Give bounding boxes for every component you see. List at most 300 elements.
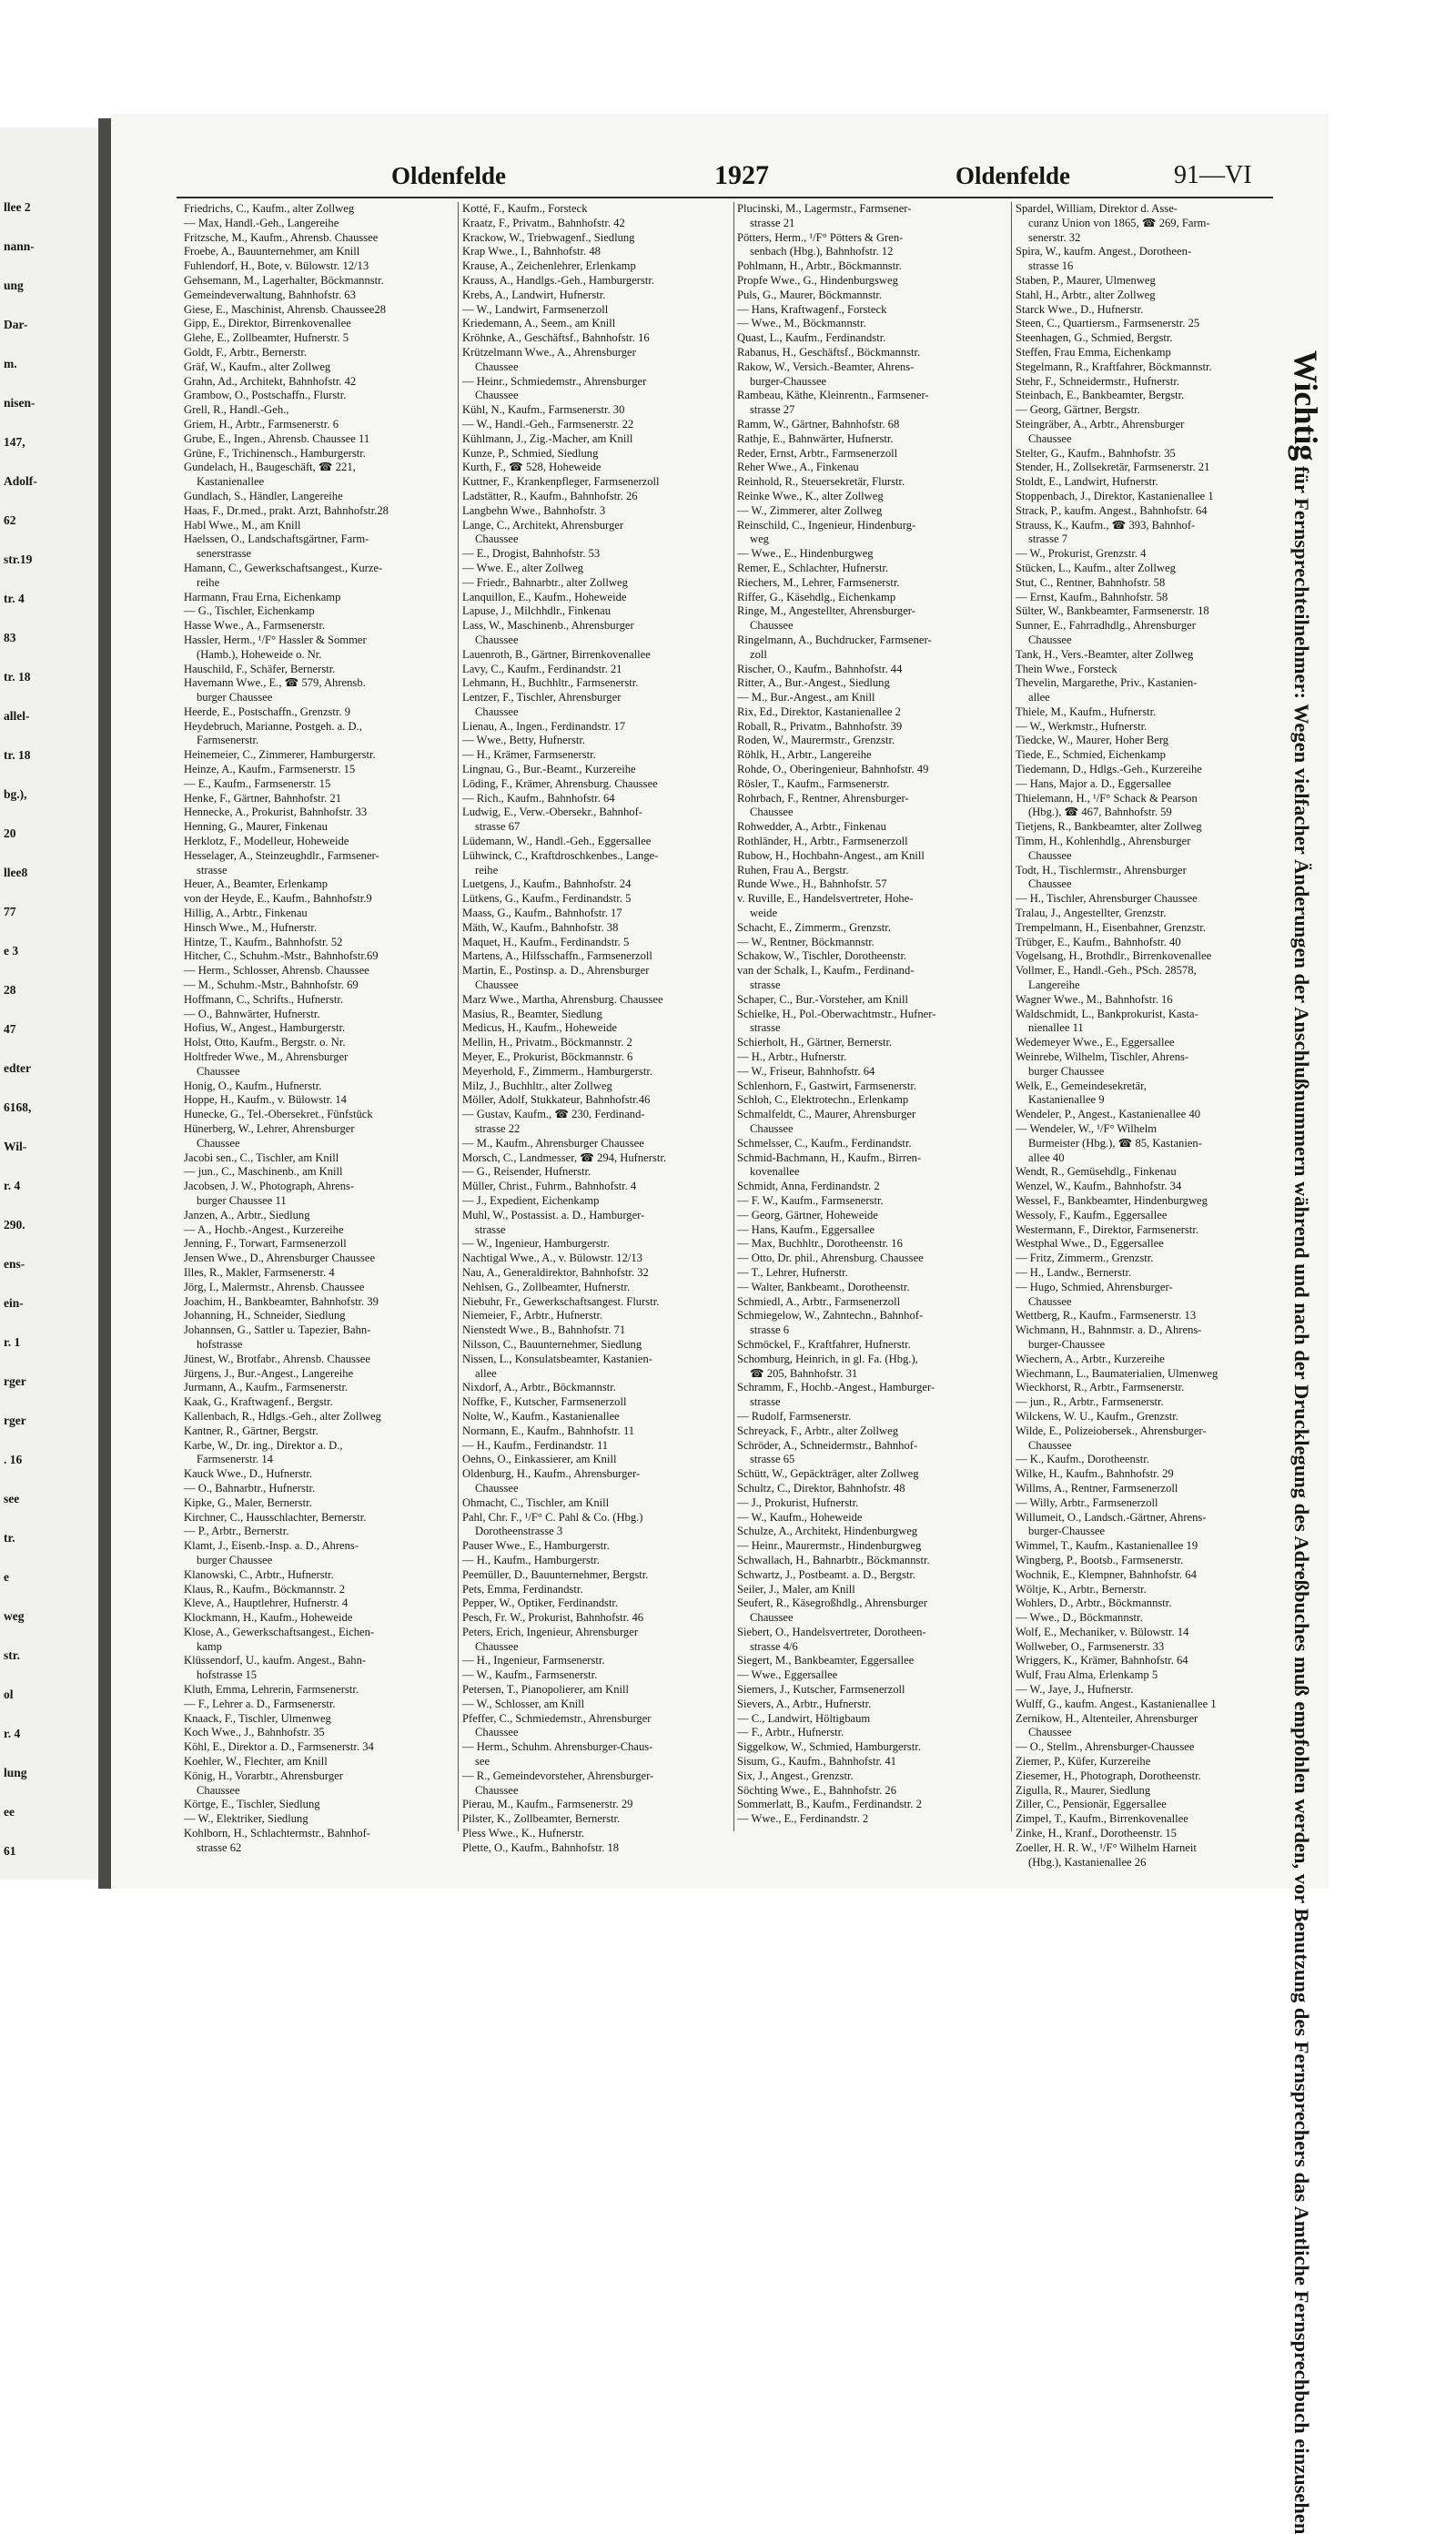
directory-entry: Jürgens, J., Bur.-Angest., Langereihe (184, 1366, 354, 1380)
directory-entry: Strack, P., kaufm. Angest., Bahnhofstr. 64 (1016, 503, 1208, 517)
directory-entry: Ziemer, P., Küfer, Kurzereihe (1016, 1755, 1151, 1769)
directory-entry: — Hans, Kraftwagenf., Forsteck (737, 302, 887, 316)
entry-continuation: allee (1028, 691, 1050, 704)
directory-entry: Pets, Emma, Ferdinandstr. (462, 1582, 583, 1596)
directory-entry: — F., Lehrer a. D., Farmsenerstr. (184, 1697, 336, 1710)
directory-entry: Krackow, W., Triebwagenf., Siedlung (462, 230, 635, 244)
directory-entry: Wohlers, D., Arbtr., Böckmannstr. (1016, 1596, 1172, 1610)
directory-entry: — H., Landw., Bernerstr. (1016, 1265, 1132, 1279)
previous-page-fragment: ens- (4, 1257, 25, 1271)
directory-entry: Runde Wwe., H., Bahnhofstr. 57 (737, 877, 887, 891)
entry-continuation: Chaussee (1028, 633, 1072, 646)
directory-entry: Hoppe, H., Kaufm., v. Bülowstr. 14 (184, 1093, 347, 1107)
directory-entry: Kluth, Emma, Lehrerin, Farmsenerstr. (184, 1683, 359, 1697)
directory-entry: Starck Wwe., D., Hufnerstr. (1016, 302, 1144, 316)
previous-page-fragment: see (4, 1492, 20, 1505)
directory-entry: Weinrebe, Wilhelm, Tischler, Ahrens- (1016, 1050, 1189, 1064)
previous-page-edge (0, 127, 98, 1880)
directory-entry: Holst, Otto, Kaufm., Bergstr. o. Nr. (184, 1036, 346, 1049)
directory-entry: Martens, A., Hilfsschaffn., Farmsenerzoll (462, 949, 652, 963)
directory-entry: Meyer, E., Prokurist, Böckmannstr. 6 (462, 1050, 633, 1064)
directory-entry: Lapuse, J., Milchhdlr., Finkenau (462, 604, 611, 618)
directory-entry: Steinbach, E., Bankbeamter, Bergstr. (1016, 389, 1185, 402)
entry-continuation: burger Chaussee 11 (197, 1193, 287, 1207)
directory-entry: — Walter, Bankbeamt., Dorotheenstr. (737, 1280, 910, 1293)
directory-entry: Wulf, Frau Alma, Erlenkamp 5 (1016, 1668, 1158, 1682)
previous-page-fragment: bg.), (4, 787, 27, 801)
previous-page-fragment: tr. 18 (4, 748, 31, 762)
directory-entry: Kühl, N., Kaufm., Farmsenerstr. 30 (462, 403, 625, 417)
directory-entry: Langbehn Wwe., Bahnhofstr. 3 (462, 503, 606, 517)
directory-entry: Thiele, M., Kaufm., Hufnerstr. (1016, 704, 1157, 718)
directory-entry: — R., Gemeindevorsteher, Ahrensburger- (462, 1769, 654, 1782)
entry-continuation: Langereihe (1028, 978, 1080, 992)
directory-entry: — W., Prokurist, Grenzstr. 4 (1016, 547, 1147, 561)
directory-entry: Steingräber, A., Arbtr., Ahrensburger (1016, 417, 1185, 431)
directory-entry: Lütkens, G., Kaufm., Ferdinandstr. 5 (462, 892, 632, 906)
book-gutter (98, 118, 111, 1889)
directory-column-2 (462, 202, 732, 1854)
directory-entry: Rösler, T., Kaufm., Farmsenerstr. (737, 776, 890, 790)
directory-entry: Schütt, W., Gepäckträger, alter Zollweg (737, 1467, 919, 1481)
directory-entry: — F. W., Kaufm., Farmsenerstr. (737, 1193, 884, 1207)
directory-entry: Tralau, J., Angestellter, Grenzstr. (1016, 907, 1167, 920)
directory-entry: Glehe, E., Zollbeamter, Hufnerstr. 5 (184, 331, 349, 345)
entry-continuation: (Hbg.), ☎ 467, Bahnhofstr. 59 (1028, 806, 1172, 819)
directory-entry: Henke, F., Gärtner, Bahnhofstr. 21 (184, 791, 342, 805)
directory-entry: Karbe, W., Dr. ing., Direktor a. D., (184, 1438, 343, 1452)
directory-entry: Luetgens, J., Kaufm., Bahnhofstr. 24 (462, 877, 632, 891)
directory-entry: Riffer, G., Käsehdlg., Eichenkamp (737, 590, 896, 603)
entry-continuation: reihe (475, 863, 499, 877)
directory-entry: Wingberg, P., Bootsb., Farmsenerstr. (1016, 1553, 1184, 1566)
entry-continuation: strasse 6 (750, 1323, 790, 1337)
directory-entry: Normann, E., Kaufm., Bahnhofstr. 11 (462, 1424, 635, 1437)
directory-entry: — Herm., Schuhm. Ahrensburger-Chaus- (462, 1740, 653, 1754)
entry-continuation: Farmsenerstr. 14 (197, 1453, 273, 1466)
entry-continuation: strasse (750, 1395, 781, 1409)
directory-entry: Jacobsen, J. W., Photograph, Ahrens- (184, 1180, 355, 1193)
directory-entry: Noffke, F., Kutscher, Farmsenerzoll (462, 1395, 627, 1409)
header-place-right: Oldenfelde (956, 162, 1070, 189)
directory-entry: — M., Bur.-Angest., am Knill (737, 691, 875, 704)
directory-entry: Nilsson, C., Bauunternehmer, Siedlung (462, 1337, 642, 1351)
directory-entry: Sisum, G., Kaufm., Bahnhofstr. 41 (737, 1755, 896, 1769)
directory-entry: — Georg, Gärtner, Bergstr. (1016, 403, 1140, 417)
directory-entry: Lüdemann, W., Handl.-Geh., Eggersallee (462, 835, 652, 848)
entry-continuation: Chaussee (475, 532, 519, 546)
directory-entry: Jensen Wwe., D., Ahrensburger Chaussee (184, 1252, 376, 1265)
directory-entry: Stoppenbach, J., Direktor, Kastanienallee 1 (1016, 489, 1214, 502)
previous-page-fragment: Dar- (4, 318, 28, 331)
directory-entry: Wilckens, W. U., Kaufm., Grenzstr. (1016, 1409, 1178, 1423)
directory-entry: Haelssen, O., Landschaftsgärtner, Farm- (184, 532, 369, 546)
directory-entry: Kauck Wwe., D., Hufnerstr. (184, 1467, 313, 1481)
directory-entry: Maass, G., Kaufm., Bahnhofstr. 17 (462, 907, 622, 920)
directory-entry: — A., Hochb.-Angest., Kurzereihe (184, 1222, 344, 1236)
directory-entry: Rakow, W., Versich.-Beamter, Ahrens- (737, 360, 915, 373)
directory-entry: Pepper, W., Optiker, Ferdinandstr. (462, 1596, 619, 1610)
directory-entry: Six, J., Angest., Grenzstr. (737, 1769, 854, 1782)
previous-page-fragment: 61 (4, 1844, 16, 1858)
directory-entry: — W., Werkmstr., Hufnerstr. (1016, 719, 1148, 733)
directory-entry: Hunecke, G., Tel.-Obersekret., Fünfstück (184, 1108, 373, 1121)
directory-entry: Reher Wwe., A., Finkenau (737, 461, 859, 474)
directory-entry: Hauschild, F., Schäfer, Bernerstr. (184, 662, 336, 675)
directory-entry: Lanquillon, E., Kaufm., Hoheweide (462, 590, 627, 603)
directory-entry: — Heinr., Schmiedemstr., Ahrensburger (462, 374, 647, 388)
directory-entry: Remer, E., Schlachter, Hufnerstr. (737, 561, 889, 574)
previous-page-fragment: rger (4, 1414, 26, 1427)
directory-entry: Nolte, W., Kaufm., Kastanienallee (462, 1409, 620, 1423)
directory-entry: v. Ruville, E., Handelsvertreter, Hohe- (737, 892, 914, 906)
directory-entry: Röhlk, H., Arbtr., Langereihe (737, 748, 872, 762)
directory-column-4 (1016, 202, 1285, 1869)
directory-entry: Stut, C., Rentner, Bahnhofstr. 58 (1016, 575, 1166, 589)
directory-entry: Steffen, Frau Emma, Eichenkamp (1016, 345, 1171, 359)
directory-entry: — Wwe., M., Böckmannstr. (737, 317, 866, 330)
entry-continuation: burger Chaussee (197, 1553, 273, 1566)
previous-page-fragment: r. 4 (4, 1179, 21, 1192)
directory-entry: Stücken, L., Kaufm., alter Zollweg (1016, 561, 1176, 574)
directory-entry: Janzen, A., Arbtr., Siedlung (184, 1208, 310, 1221)
directory-entry: Köhl, E., Direktor a. D., Farmsenerstr. 34 (184, 1740, 374, 1754)
directory-entry: Gundelach, H., Baugeschäft, ☎ 221, (184, 461, 356, 474)
directory-entry: — W., Zimmerer, alter Zollweg (737, 503, 883, 517)
directory-entry: Lentzer, F., Tischler, Ahrensburger (462, 691, 622, 704)
directory-entry: Havemann Wwe., E., ☎ 579, Ahrensb. (184, 676, 366, 690)
previous-page-fragment: ung (4, 279, 24, 292)
directory-entry: van der Schalk, I., Kaufm., Ferdinand- (737, 964, 915, 978)
entry-continuation: senbach (Hbg.), Bahnhofstr. 12 (750, 245, 894, 258)
directory-entry: Peemüller, D., Bauunternehmer, Bergstr. (462, 1567, 649, 1581)
directory-entry: Schacht, E., Zimmerm., Grenzstr. (737, 920, 891, 934)
entry-continuation: zoll (750, 647, 767, 661)
previous-page-fragment: . 16 (4, 1453, 23, 1466)
entry-continuation: senerstrasse (197, 547, 252, 561)
entry-continuation: weide (750, 907, 778, 920)
previous-page-fragment: 290. (4, 1218, 25, 1232)
directory-entry: Seiler, J., Maler, am Knill (737, 1582, 855, 1596)
directory-entry: Krebs, A., Landwirt, Hufnerstr. (462, 288, 606, 301)
directory-entry: von der Heyde, E., Kaufm., Bahnhofstr.9 (184, 892, 372, 906)
directory-entry: Heydebruch, Marianne, Postgeh. a. D., (184, 719, 362, 733)
previous-page-fragment: r. 4 (4, 1727, 21, 1740)
directory-entry: Jünest, W., Brotfabr., Ahrensb. Chaussee (184, 1352, 370, 1365)
entry-continuation: Burmeister (Hbg.), ☎ 85, Kastanien- (1028, 1136, 1202, 1150)
previous-page-fragment: 20 (4, 826, 16, 840)
directory-entry: Klockmann, H., Kaufm., Hoheweide (184, 1611, 353, 1625)
directory-entry: Jurmann, A., Kaufm., Farmsenerstr. (184, 1381, 349, 1394)
directory-entry: — Gustav, Kaufm., ☎ 230, Ferdinand- (462, 1108, 645, 1121)
directory-entry: Reinke Wwe., K., alter Zollweg (737, 489, 884, 502)
directory-entry: Trübger, E., Kaufm., Bahnhofstr. 40 (1016, 935, 1181, 948)
directory-entry: Maquet, H., Kaufm., Ferdinandstr. 5 (462, 935, 630, 948)
directory-entry: Herklotz, F., Modelleur, Hoheweide (184, 835, 349, 848)
directory-entry: Hofius, W., Angest., Hamburgerstr. (184, 1021, 346, 1035)
directory-entry: Sülter, W., Bankbeamter, Farmsenerstr. 18 (1016, 604, 1209, 618)
entry-continuation: kovenallee (750, 1165, 800, 1179)
directory-entry: — Wwe. E., alter Zollweg (462, 561, 584, 574)
directory-entry: — W., Jaye, J., Hufnerstr. (1016, 1683, 1134, 1697)
directory-entry: Wieckhorst, R., Arbtr., Farmsenerstr. (1016, 1381, 1185, 1394)
directory-entry: Grambow, O., Postschaffn., Flurstr. (184, 389, 347, 402)
directory-entry: Mäth, W., Kaufm., Bahnhofstr. 38 (462, 920, 619, 934)
directory-entry: Friedrichs, C., Kaufm., alter Zollweg (184, 202, 355, 215)
directory-entry: Schwallach, H., Bahnarbtr., Böckmannstr. (737, 1553, 930, 1566)
directory-entry: Joachim, H., Bankbeamter, Bahnhofstr. 39 (184, 1294, 379, 1308)
directory-entry: Riechers, M., Lehrer, Farmsenerstr. (737, 575, 900, 589)
directory-entry: Zigulla, R., Maurer, Siedlung (1016, 1783, 1151, 1797)
directory-entry: Pless Wwe., K., Hufnerstr. (462, 1827, 585, 1840)
directory-entry: Lange, C., Architekt, Ahrensburger (462, 518, 624, 532)
directory-entry: Kriedemann, A., Seem., am Knill (462, 317, 616, 330)
entry-continuation: burger Chaussee (197, 691, 273, 704)
directory-entry: Tiedemann, D., Hdlgs.-Geh., Kurzereihe (1016, 763, 1202, 776)
directory-entry: Müller, Christ., Fuhrm., Bahnhofstr. 4 (462, 1180, 637, 1193)
directory-entry: Schaper, C., Bur.-Vorsteher, am Knill (737, 992, 908, 1006)
directory-entry: — W., Kaufm., Hoheweide (737, 1510, 863, 1524)
directory-entry: Siebert, O., Handelsvertreter, Dorotheen- (737, 1625, 926, 1638)
directory-entry: Rohwedder, A., Arbtr., Finkenau (737, 820, 886, 834)
directory-entry: Söchting Wwe., E., Bahnhofstr. 26 (737, 1783, 897, 1797)
directory-entry: Schielke, H., Pol.-Oberwachtmstr., Hufner- (737, 1007, 936, 1020)
entry-continuation: Chaussee (1028, 1438, 1072, 1452)
directory-entry: Wiechmann, L., Baumaterialien, Ulmenweg (1016, 1366, 1218, 1380)
directory-entry: Staben, P., Maurer, Ulmenweg (1016, 273, 1156, 287)
directory-entry: Schakow, W., Tischler, Dorotheenstr. (737, 949, 907, 963)
directory-entry: Siemers, J., Kutscher, Farmsenerzoll (737, 1683, 905, 1697)
directory-entry: Grahn, Ad., Architekt, Bahnhofstr. 42 (184, 374, 357, 388)
directory-entry: Roball, R., Privatm., Bahnhofstr. 39 (737, 719, 903, 733)
directory-entry: — E., Drogist, Bahnhofstr. 53 (462, 547, 601, 561)
directory-entry: Johanning, H., Schneider, Siedlung (184, 1309, 346, 1323)
directory-entry: Schmid-Bachmann, H., Kaufm., Birren- (737, 1150, 922, 1164)
directory-entry: Schmidt, Anna, Ferdinandstr. 2 (737, 1180, 880, 1193)
side-notice-text-block (1288, 350, 1324, 2534)
directory-entry: Stahl, H., Arbtr., alter Zollweg (1016, 288, 1156, 301)
directory-entry: Schmalfeldt, C., Maurer, Ahrensburger (737, 1108, 916, 1121)
directory-entry: Tietjens, R., Bankbeamter, alter Zollweg (1016, 820, 1202, 834)
directory-entry: Kröhnke, A., Geschäftsf., Bahnhofstr. 16 (462, 331, 650, 345)
directory-entry: Lühwinck, C., Kraftdroschkenbes., Lange- (462, 848, 659, 862)
directory-entry: Tiede, E., Schmied, Eichenkamp (1016, 748, 1166, 762)
entry-continuation: strasse 67 (475, 820, 521, 834)
directory-entry: Spira, W., kaufm. Angest., Dorotheen- (1016, 245, 1192, 258)
directory-entry: Oldenburg, H., Kaufm., Ahrensburger- (462, 1467, 641, 1481)
directory-entry: Strauss, K., Kaufm., ☎ 393, Bahnhof- (1016, 518, 1196, 532)
directory-entry: Grell, R., Handl.-Geh., (184, 403, 289, 417)
directory-entry: Kohlborn, H., Schlachtermstr., Bahnhof- (184, 1827, 370, 1840)
directory-entry: — K., Kaufm., Dorotheenstr. (1016, 1453, 1149, 1466)
directory-entry: — J., Prokurist, Hufnerstr. (737, 1495, 859, 1509)
directory-entry: Willumeit, O., Landsch.-Gärtner, Ahrens- (1016, 1510, 1207, 1524)
directory-entry: — C., Landwirt, Höltigbaum (737, 1711, 871, 1725)
directory-entry: Todt, H., Tischlermstr., Ahrensburger (1016, 863, 1187, 877)
directory-entry: Niebuhr, Fr., Gewerkschaftsangest. Flurstr. (462, 1294, 660, 1308)
directory-entry: Wendeler, P., Angest., Kastanienallee 40 (1016, 1108, 1201, 1121)
directory-entry: — H., Ingenieur, Farmsenerstr. (462, 1654, 605, 1667)
entry-continuation: burger-Chaussee (1028, 1337, 1106, 1351)
directory-entry: Schulze, A., Architekt, Hindenburgweg (737, 1525, 918, 1538)
directory-entry: Stegelmann, R., Kraftfahrer, Böckmannstr. (1016, 360, 1212, 373)
directory-entry: — Hans, Major a. D., Eggersallee (1016, 776, 1172, 790)
directory-entry: — W., Rentner, Böckmannstr. (737, 935, 875, 948)
directory-entry: Rubow, H., Hochbahn-Angest., am Knill (737, 848, 925, 862)
directory-entry: Heinze, A., Kaufm., Farmsenerstr. 15 (184, 763, 356, 776)
previous-page-fragment: str.19 (4, 552, 33, 566)
directory-entry: Illes, R., Makler, Farmsenerstr. 4 (184, 1265, 335, 1279)
entry-continuation: Chaussee (1028, 431, 1072, 445)
directory-entry: Nixdorf, A., Arbtr., Böckmannstr. (462, 1381, 616, 1394)
previous-page-fragment: 83 (4, 631, 16, 644)
directory-entry: Hesselager, A., Steinzeughdlr., Farmsener- (184, 848, 379, 862)
previous-page-fragment: str. (4, 1648, 20, 1662)
directory-entry: Hillig, A., Arbtr., Finkenau (184, 907, 308, 920)
directory-entry: Ringe, M., Angestellter, Ahrensburger- (737, 604, 915, 618)
entry-continuation: allee (475, 1366, 497, 1380)
entry-continuation: strasse 21 (750, 216, 795, 229)
directory-entry: Pötters, Herm., ¹/F° Pötters & Gren- (737, 230, 904, 244)
directory-entry: Wessoly, F., Kaufm., Eggersallee (1016, 1208, 1168, 1221)
entry-continuation: Chaussee (475, 389, 519, 402)
directory-entry: Löding, F., Krämer, Ahrensburg. Chaussee (462, 776, 658, 790)
directory-entry: Medicus, H., Kaufm., Hoheweide (462, 1021, 617, 1035)
directory-entry: Koehler, W., Flechter, am Knill (184, 1755, 328, 1769)
directory-entry: Klaus, R., Kaufm., Böckmannstr. 2 (184, 1582, 345, 1596)
directory-entry: — Heinr., Maurermstr., Hindenburgweg (737, 1539, 922, 1553)
header-place-left: Oldenfelde (391, 162, 506, 189)
directory-entry: — Rudolf, Farmsenerstr. (737, 1409, 852, 1423)
directory-entry: — Herm., Schlosser, Ahrensb. Chaussee (184, 964, 369, 978)
directory-entry: Rambeau, Käthe, Kleinrentn., Farmsener- (737, 389, 929, 402)
directory-entry: Grube, E., Ingen., Ahrensb. Chaussee 11 (184, 431, 370, 445)
directory-entry: Pfeffer, C., Schmiedemstr., Ahrensburger (462, 1711, 652, 1725)
entry-continuation: Chaussee (197, 1064, 240, 1078)
entry-continuation: Chaussee (750, 1122, 794, 1135)
entry-continuation: burger Chaussee (1028, 1064, 1105, 1078)
directory-entry: Grüne, F., Trichinensch., Hamburgerstr. (184, 446, 366, 460)
directory-entry: Reinhold, R., Steuersekretär, Flurstr. (737, 475, 905, 489)
entry-continuation: Chaussee (1028, 848, 1072, 862)
directory-entry: — jun., R., Arbtr., Farmsenerstr. (1016, 1395, 1164, 1409)
previous-page-fragment: ein- (4, 1296, 24, 1310)
column-divider (458, 202, 459, 1831)
directory-entry: Jörg, I., Malermstr., Ahrensb. Chaussee (184, 1280, 365, 1293)
directory-entry: Welk, E., Gemeindesekretär, (1016, 1079, 1147, 1092)
entry-continuation: Chaussee (475, 1783, 519, 1797)
directory-entry: Hitcher, C., Schuhm.-Mstr., Bahnhofstr.69 (184, 949, 379, 963)
directory-entry: Körtge, E., Tischler, Siedlung (184, 1798, 320, 1811)
directory-entry: — Rich., Kaufm., Bahnhofstr. 64 (462, 791, 615, 805)
directory-entry: — O., Bahnarbtr., Hufnerstr. (184, 1481, 316, 1495)
directory-entry: Hasse Wwe., A., Farmsenerstr. (184, 619, 326, 633)
directory-entry: Schmiegelow, W., Zahntechn., Bahnhof- (737, 1309, 924, 1323)
directory-entry: — H., Krämer, Farmsenerstr. (462, 748, 596, 762)
directory-entry: — Wwe., E., Ferdinandstr. 2 (737, 1812, 869, 1826)
directory-entry: Rabanus, H., Geschäftsf., Böckmannstr. (737, 345, 921, 359)
previous-page-fragment: tr. (4, 1531, 15, 1545)
directory-entry: Honig, O., Kaufm., Hufnerstr. (184, 1079, 322, 1092)
directory-entry: Kallenbach, R., Hdlgs.-Geh., alter Zollweg (184, 1409, 381, 1423)
entry-continuation: strasse (197, 863, 228, 877)
directory-entry: Kantner, R., Gärtner, Bergstr. (184, 1424, 318, 1437)
directory-entry: Masius, R., Beamter, Siedlung (462, 1007, 602, 1020)
entry-continuation: senerstr. 32 (1028, 230, 1081, 244)
directory-entry: Martin, E., Postinsp. a. D., Ahrensburger (462, 964, 650, 978)
directory-entry: Nau, A., Generaldirektor, Bahnhofstr. 32 (462, 1265, 649, 1279)
directory-entry: Ritter, A., Bur.-Angest., Siedlung (737, 676, 890, 690)
directory-entry: Kaak, G., Kraftwagenf., Bergstr. (184, 1395, 333, 1409)
entry-continuation: Chaussee (475, 704, 519, 718)
directory-entry: Meyerhold, F., Zimmerm., Hamburgerstr. (462, 1064, 652, 1078)
entry-continuation: strasse (750, 1021, 781, 1035)
directory-entry: Heinemeier, C., Zimmerer, Hamburgerstr. (184, 748, 376, 762)
directory-entry: Wagner Wwe., M., Bahnhofstr. 16 (1016, 992, 1173, 1006)
directory-entry: Thielemann, H., ¹/F° Schack & Pearson (1016, 791, 1198, 805)
directory-entry: Pohlmann, H., Arbtr., Böckmannstr. (737, 259, 902, 273)
directory-entry: — M., Schuhm.-Mstr., Bahnhofstr. 69 (184, 978, 359, 992)
directory-entry: Lienau, A., Ingen., Ferdinandstr. 17 (462, 719, 626, 733)
directory-entry: Milz, J., Buchhltr., alter Zollweg (462, 1079, 612, 1092)
directory-entry: Vogelsang, H., Brothdlr., Birrenkovenallee (1016, 949, 1212, 963)
directory-entry: Tank, H., Vers.-Beamter, alter Zollweg (1016, 647, 1194, 661)
previous-page-fragment: 47 (4, 1022, 16, 1036)
directory-entry: — Friedr., Bahnarbtr., alter Zollweg (462, 575, 628, 589)
entry-continuation: Chaussee (475, 360, 519, 373)
page-header (391, 160, 1283, 197)
directory-entry: Zimpel, T., Kaufm., Birrenkovenallee (1016, 1812, 1188, 1826)
directory-entry: Fuhlendorf, H., Bote, v. Bülowstr. 12/13 (184, 259, 369, 273)
directory-entry: Fritzsche, M., Kaufm., Ahrensb. Chaussee (184, 230, 379, 244)
directory-entry: Froebe, A., Bauunternehmer, am Knill (184, 245, 360, 258)
directory-entry: Harmann, Frau Erna, Eichenkamp (184, 590, 341, 603)
directory-entry: Pilster, K., Zollbeamter, Bernerstr. (462, 1812, 621, 1826)
directory-entry: Möller, Adolf, Stukkateur, Bahnhofstr.46 (462, 1093, 651, 1107)
directory-entry: Peters, Erich, Ingenieur, Ahrensburger (462, 1625, 639, 1638)
directory-entry: Steen, C., Quartiersm., Farmsenerstr. 25 (1016, 317, 1200, 330)
directory-entry: Wendt, R., Gemüsehdlg., Finkenau (1016, 1165, 1177, 1179)
directory-entry: Nissen, L., Konsulatsbeamter, Kastanien- (462, 1352, 652, 1365)
directory-entry: — Wwe., E., Hindenburgweg (737, 547, 874, 561)
directory-entry: Rathje, E., Bahnwärter, Hufnerstr. (737, 431, 894, 445)
entry-continuation: curanz Union von 1865, ☎ 269, Farm- (1028, 216, 1210, 229)
entry-continuation: hofstrasse 15 (197, 1668, 258, 1682)
directory-entry: Willms, A., Rentner, Farmsenerzoll (1016, 1481, 1178, 1495)
previous-page-fragment: lung (4, 1766, 27, 1779)
directory-entry: Krützelmann Wwe., A., Ahrensburger (462, 345, 636, 359)
directory-entry: Rohrbach, F., Rentner, Ahrensburger- (737, 791, 909, 805)
directory-entry: Vollmer, E., Handl.-Geh., PSch. 28578, (1016, 964, 1197, 978)
entry-continuation: (Hbg.), Kastanienallee 26 (1028, 1855, 1147, 1869)
previous-page-fragment: Wil- (4, 1140, 27, 1153)
directory-entry: Klüssendorf, U., kaufm. Angest., Bahn- (184, 1654, 367, 1667)
previous-page-fragment: rger (4, 1374, 26, 1388)
directory-entry: — Hugo, Schmied, Ahrensburger- (1016, 1280, 1173, 1293)
entry-continuation: Chaussee (475, 1481, 519, 1495)
entry-continuation: ☎ 205, Bahnhofstr. 31 (750, 1366, 858, 1380)
directory-entry: Gehsemann, M., Lagerhalter, Böckmannstr. (184, 273, 384, 287)
directory-entry: Trempelmann, H., Eisenbahner, Grenzstr. (1016, 920, 1206, 934)
directory-entry: Klamt, J., Eisenb.-Insp. a. D., Ahrens- (184, 1539, 359, 1553)
directory-entry: Hünerberg, W., Lehrer, Ahrensburger (184, 1122, 355, 1135)
directory-entry: Westermann, F., Direktor, Farmsenerstr. (1016, 1222, 1199, 1236)
directory-entry: — Willy, Arbtr., Farmsenerzoll (1016, 1495, 1158, 1509)
directory-entry: Schreyack, F., Arbtr., alter Zollweg (737, 1424, 899, 1437)
directory-entry: Sievers, A., Arbtr., Hufnerstr. (737, 1697, 872, 1710)
directory-entry: Spardel, William, Direktor d. Asse- (1016, 202, 1178, 215)
directory-entry: Stelter, G., Kaufm., Bahnhofstr. 35 (1016, 446, 1176, 460)
